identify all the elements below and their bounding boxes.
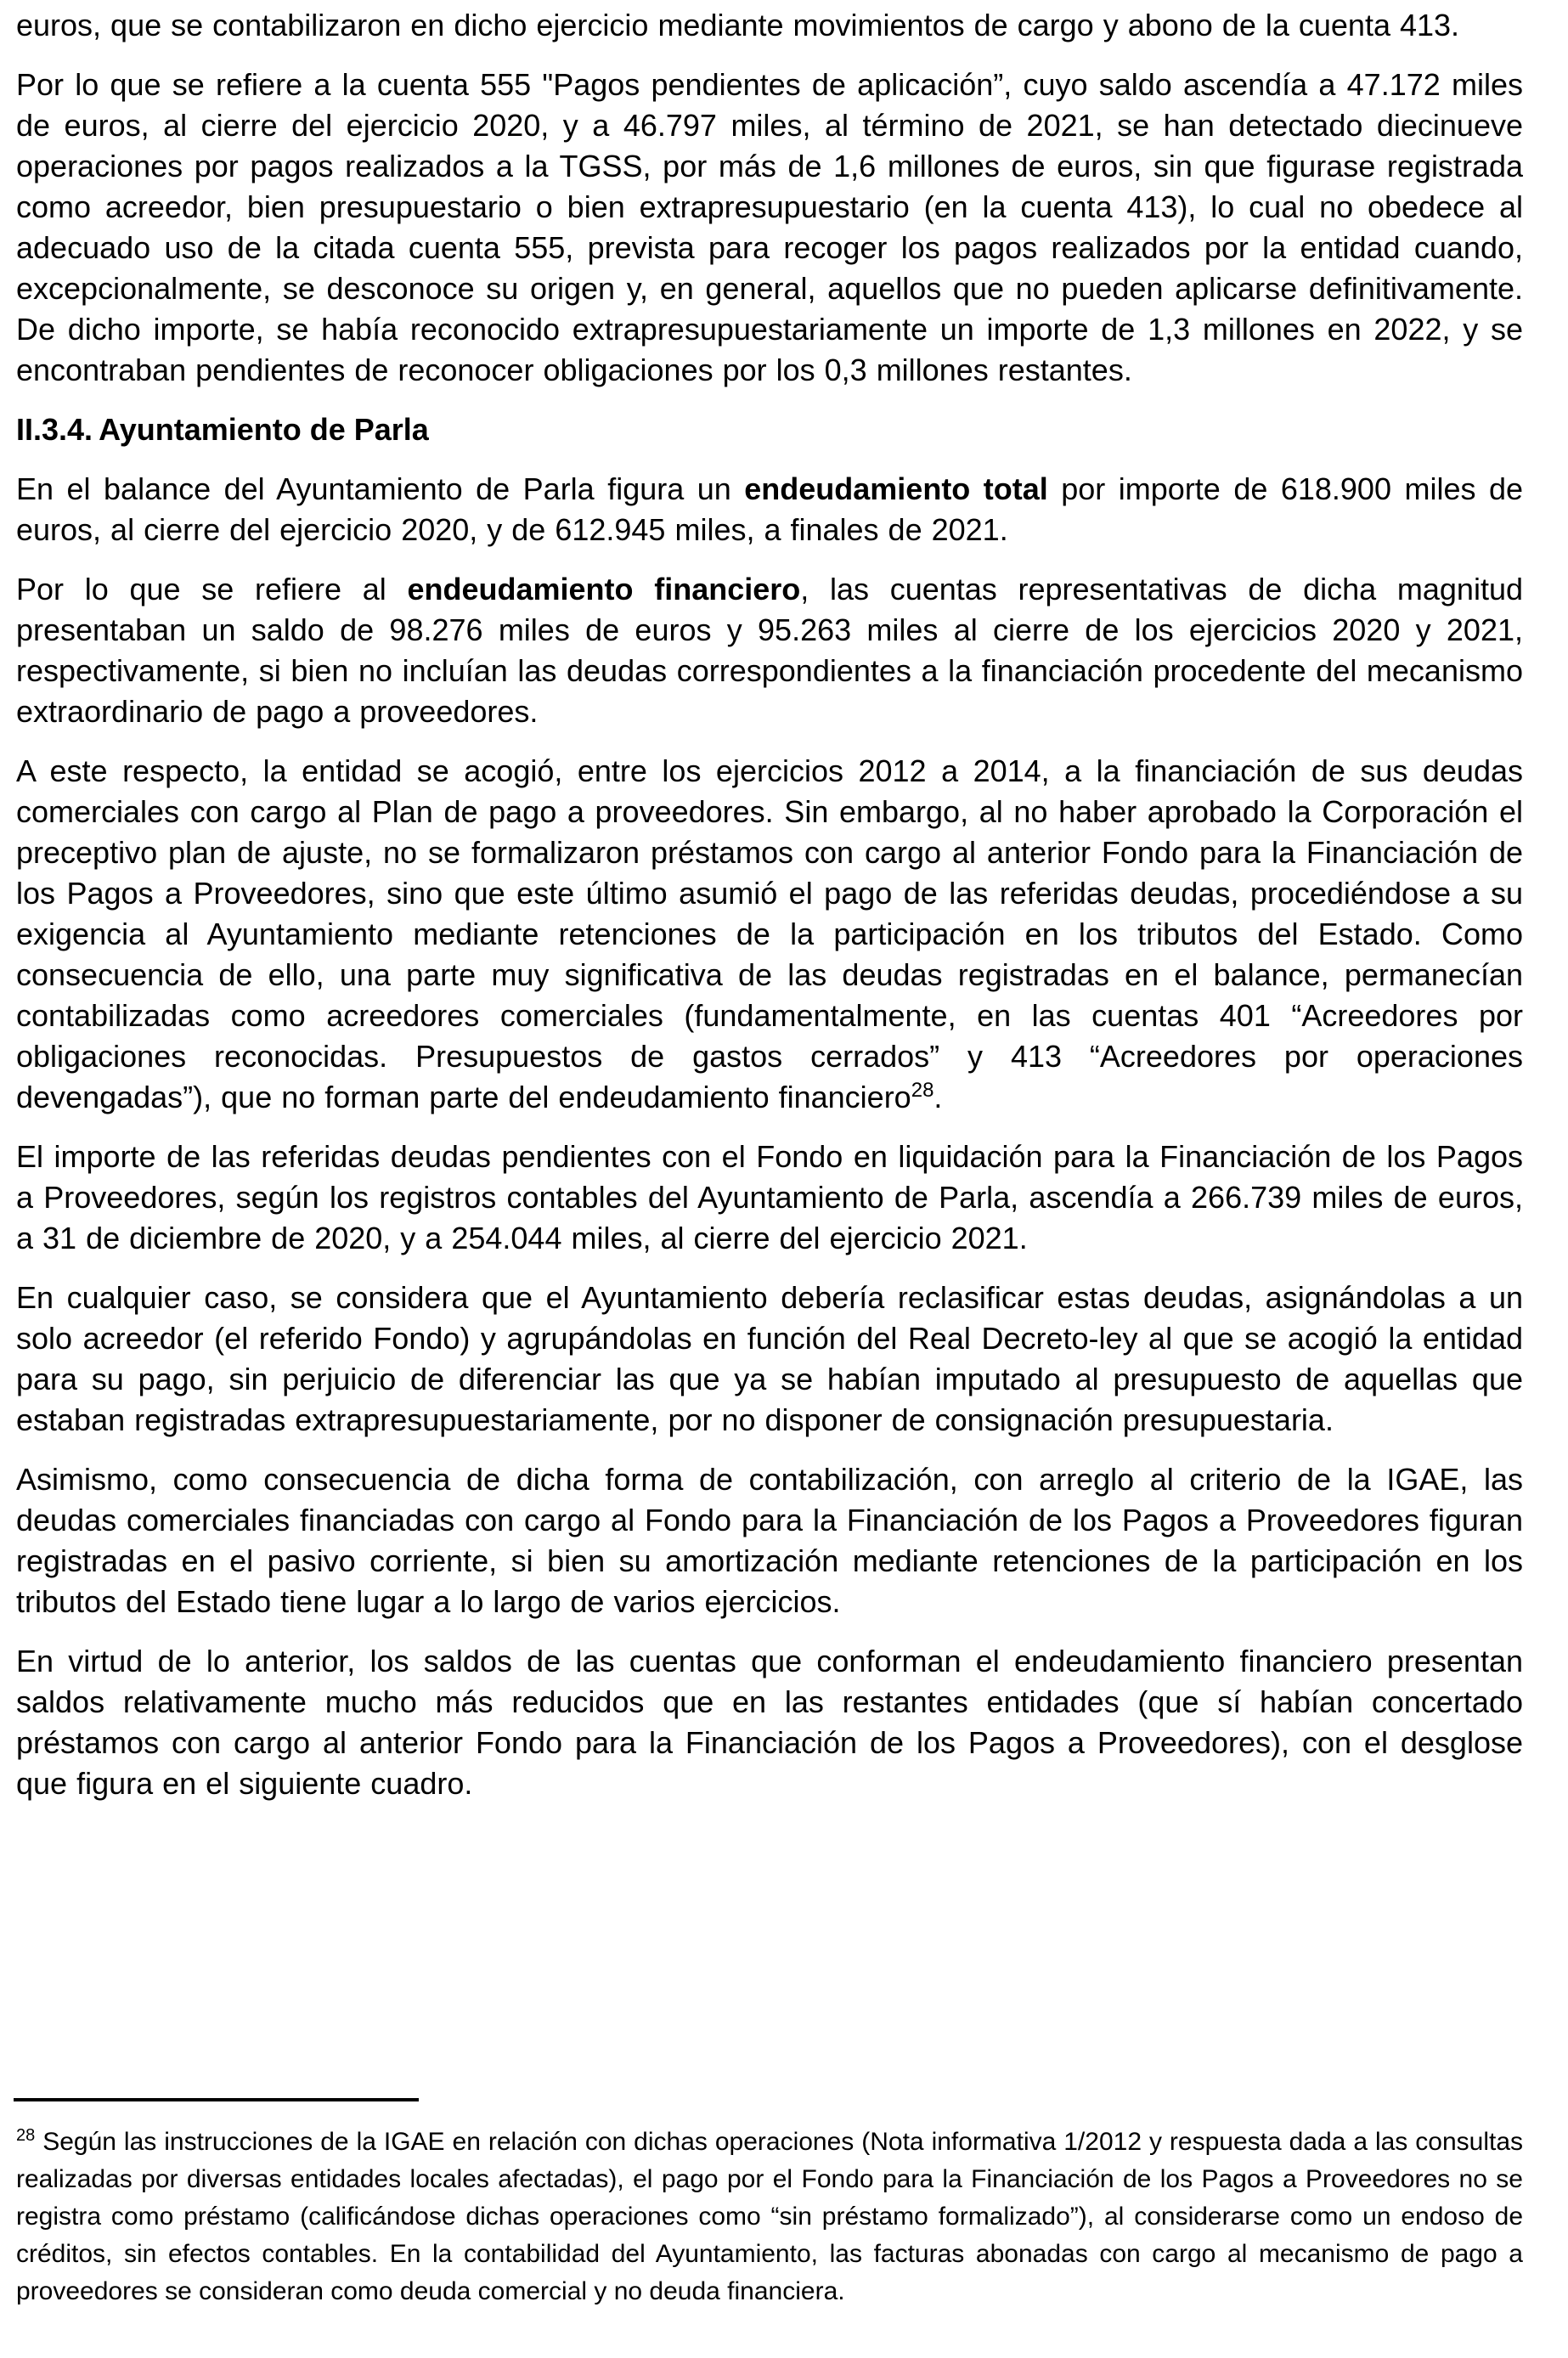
footnote-marker: 28	[16, 2126, 36, 2145]
footnote-text: Según las instrucciones de la IGAE en relación con dichas operaciones (Nota informativa 1/2012 y respuesta dada a las consultas realizadas por diversas entidades locales afectadas), el pago por el Fondo para la Financiación de los Pagos a Proveedores no se registra como préstamo (calificándose dichas operaciones como “sin préstamo formalizado”), al considerarse como un endoso de créditos, sin efectos contables. En la contabilidad del Ayuntamiento, las facturas abonadas con cargo al mecanismo de pago a proveedores se consideran como deuda comercial y no deuda financiera.	[16, 2128, 1523, 2305]
paragraph-text: , las cuentas representativas de dicha magnitud presentaban un saldo de 98.276 miles de euros y 95.263 miles al cierre de los ejercicios 2020 y 2021, respectivamente, si bien no incluían las deudas correspondientes a la financiación procedente del mecanismo extraordinario de pago a proveedores.	[16, 572, 1523, 729]
paragraph-saldos-cuentas: En virtud de lo anterior, los saldos de las cuentas que conforman el endeudamiento financiero presentan saldos relativamente mucho más reducidos que en las restantes entidades (que sí habían concertado préstamos con cargo al anterior Fondo para la Financiación de los Pagos a Proveedores), con el desglose que figura en el siguiente cuadro.	[16, 1644, 1523, 1801]
section-title: Ayuntamiento de Parla	[99, 412, 429, 447]
paragraph-endeudamiento-financiero	[16, 569, 1523, 732]
footnote-reference: 28	[911, 1079, 934, 1102]
paragraph-criterio-igae: Asimismo, como consecuencia de dicha forma de contabilización, con arreglo al criterio de la IGAE, las deudas comerciales financiadas con cargo al Fondo para la Financiación de los Pagos a Proveedores figuran registradas en el pasivo corriente, si bien su amortización mediante retenciones de la participación en los tributos del Estado tiene lugar a lo largo de varios ejercicios.	[16, 1462, 1523, 1619]
footnote-separator-line	[14, 2098, 419, 2101]
bold-emphasis: endeudamiento total	[744, 471, 1048, 506]
paragraph-reclasificacion: En cualquier caso, se considera que el Ayuntamiento debería reclasificar estas deudas, asignándolas a un solo acreedor (el referido Fondo) y agrupándolas en función del Real Decreto-ley al que se acogió la entidad para su pago, sin perjuicio de diferenciar las que ya se habían imputado al presupuesto de aquellas que estaban registradas extrapresupuestariamente, por no disponer de consignación presupuestaria.	[16, 1280, 1523, 1437]
section-number: II.3.4.	[16, 412, 93, 447]
paragraph-text: En el balance del Ayuntamiento de Parla figura un	[16, 471, 745, 506]
section-heading	[16, 409, 1523, 450]
paragraph-importe-deudas: El importe de las referidas deudas pendientes con el Fondo en liquidación para la Financiación de los Pagos a Proveedores, según los registros contables del Ayuntamiento de Parla, ascendía a 266.739 miles de euros, a 31 de diciembre de 2020, y a 254.044 miles, al cierre del ejercicio 2021.	[16, 1139, 1523, 1255]
paragraph-text: A este respecto, la entidad se acogió, entre los ejercicios 2012 a 2014, a la financiación de sus deudas comerciales con cargo al Plan de pago a proveedores. Sin embargo, al no haber aprobado la Corporación el preceptivo plan de ajuste, no se formalizaron préstamos con cargo al anterior Fondo para la Financiación de los Pagos a Proveedores, sino que este último asumió el pago de las referidas deudas, procediéndose a su exigencia al Ayuntamiento mediante retenciones de la participación en los tributos del Estado. Como consecuencia de ello, una parte muy significativa de las deudas registradas en el balance, permanecían contabilizadas como acreedores comerciales (fundamentalmente, en las cuentas 401 “Acreedores por obligaciones reconocidas. Presupuestos de gastos cerrados” y 413 “Acreedores por operaciones devengadas”), que no forman parte del endeudamiento financiero	[16, 753, 1523, 1114]
paragraph-text: .	[933, 1080, 943, 1114]
paragraph-text: por importe de 618.900 miles de euros, al cierre del ejercicio 2020, y de 612.945 miles, a finales de 2021.	[16, 471, 1523, 547]
text-column	[16, 5, 1523, 1823]
paragraph-text: Por lo que se refiere al	[16, 572, 408, 606]
paragraph-plan-pago-proveedores	[16, 751, 1523, 1118]
paragraph-cuenta-555: Por lo que se refiere a la cuenta 555 "Pagos pendientes de aplicación”, cuyo saldo ascendía a 47.172 miles de euros, al cierre del ejercicio 2020, y a 46.797 miles, al término de 2021, se han detectado diecinueve operaciones por pagos realizados a la TGSS, por más de 1,6 millones de euros, sin que figurase registrada como acreedor, bien presupuestario o bien extrapresupuestario (en la cuenta 413), lo cual no obedece al adecuado uso de la citada cuenta 555, prevista para recoger los pagos realizados por la entidad cuando, excepcionalmente, se desconoce su origen y, en general, aquellos que no pueden aplicarse definitivamente. De dicho importe, se había reconocido extrapresupuestariamente un importe de 1,3 millones en 2022, y se encontraban pendientes de reconocer obligaciones por los 0,3 millones restantes.	[16, 67, 1523, 387]
paragraph-endeudamiento-total	[16, 469, 1523, 550]
bold-emphasis: endeudamiento financiero	[407, 572, 801, 606]
footnote	[16, 2124, 1523, 2310]
paragraph-continuation: euros, que se contabilizaron en dicho ejercicio mediante movimientos de cargo y abono de la cuenta 413.	[16, 8, 1460, 42]
